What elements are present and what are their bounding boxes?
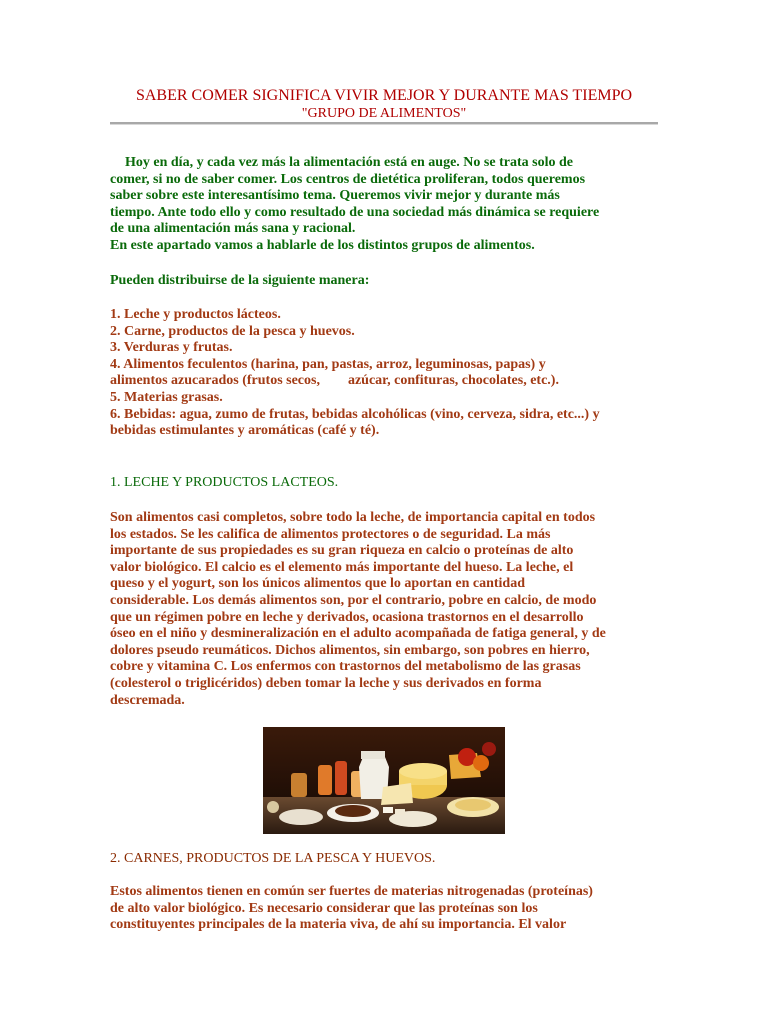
paragraph-line: los estados. Se les califica de alimentos protectores o de seguridad. La más [110, 526, 551, 542]
intro-line: comer, si no de saber comer. Los centros de dietética proliferan, todos queremos [110, 171, 586, 187]
list-item: 2. Carne, productos de la pesca y huevos. [110, 323, 355, 339]
title-divider [110, 122, 658, 125]
paragraph-line: que un régimen pobre en leche y derivados, ocasiona trastornos en el desarrollo [110, 609, 584, 625]
intro-line: de una alimentación más sana y racional. [110, 221, 356, 237]
intro-line: En este apartado vamos a hablarle de los distintos grupos de alimentos. [110, 237, 535, 253]
intro-line: saber sobre este interesantísimo tema. Queremos vivir mejor y durante más [110, 188, 560, 204]
intro-paragraph [110, 155, 660, 255]
page-title: SABER COMER SIGNIFICA VIVIR MEJOR Y DURANTE MAS TIEMPO [135, 87, 633, 104]
paragraph-line: Estos alimentos tienen en común ser fuertes de materias nitrogenadas (proteínas) [110, 884, 593, 899]
paragraph-line: de alto valor biológico. Es necesario considerar que las proteínas son los [110, 900, 538, 916]
paragraph-line: cobre y vitamina C. Los enfermos con trastornos del metabolismo de las grasas [110, 659, 581, 675]
distribution-intro: Pueden distribuirse de la siguiente manera: [110, 273, 370, 288]
dairy-foods-photo [263, 727, 505, 834]
paragraph-line: constituyentes principales de la materia viva, de ahí su importancia. El valor [110, 917, 567, 933]
intro-line: tiempo. Ante todo ello y como resultado de una sociedad más dinámica se requiere [110, 204, 600, 220]
section-carnes-paragraph [110, 884, 660, 934]
paragraph-line: considerable. Los demás alimentos son, por el contrario, pobre en calcio, de modo [110, 592, 597, 608]
paragraph-line: (colesterol o triglicéridos) deben tomar la leche y sus derivados en forma [110, 675, 542, 691]
list-item: alimentos azucarados (frutos secos, azúcar, confituras, chocolates, etc.). [110, 373, 559, 389]
list-item: 5. Materias grasas. [110, 389, 223, 405]
paragraph-line: Son alimentos casi completos, sobre todo la leche, de importancia capital en todos [110, 510, 596, 525]
list-item: 3. Verduras y frutas. [110, 340, 233, 356]
paragraph-line: descremada. [110, 692, 185, 708]
paragraph-line: dolores pseudo reumáticos. Dichos alimentos, sin embargo, son pobres en hierro, [110, 642, 590, 658]
section-leche-paragraph [110, 510, 660, 709]
food-groups-list [110, 307, 660, 440]
paragraph-line: óseo en el niño y desmineralización en el adulto acompañada de fatiga general, y de [110, 626, 606, 642]
intro-line: Hoy en día, y cada vez más la alimentación está en auge. No se trata solo de [125, 155, 573, 170]
list-item: 4. Alimentos feculentos (harina, pan, pastas, arroz, leguminosas, papas) y [110, 356, 546, 372]
paragraph-line: importante de sus propiedades es su gran riqueza en calcio o proteínas de alto [110, 543, 574, 559]
section-heading-carnes: 2. CARNES, PRODUCTOS DE LA PESCA Y HUEVOS. [110, 851, 436, 866]
paragraph-line: valor biológico. El calcio es el elemento más importante del hueso. La leche, el [110, 559, 574, 575]
list-item: 1. Leche y productos lácteos. [110, 307, 281, 322]
list-item: 6. Bebidas: agua, zumo de frutas, bebidas alcohólicas (vino, cerveza, sidra, etc...) y [110, 406, 600, 422]
section-heading-leche: 1. LECHE Y PRODUCTOS LACTEOS. [110, 475, 339, 490]
paragraph-line: queso y el yogurt, son los únicos alimentos que lo aportan en cantidad [110, 576, 525, 592]
list-item: bebidas estimulantes y aromáticas (café y té). [110, 423, 380, 439]
page-subtitle: "GRUPO DE ALIMENTOS" [301, 106, 467, 121]
